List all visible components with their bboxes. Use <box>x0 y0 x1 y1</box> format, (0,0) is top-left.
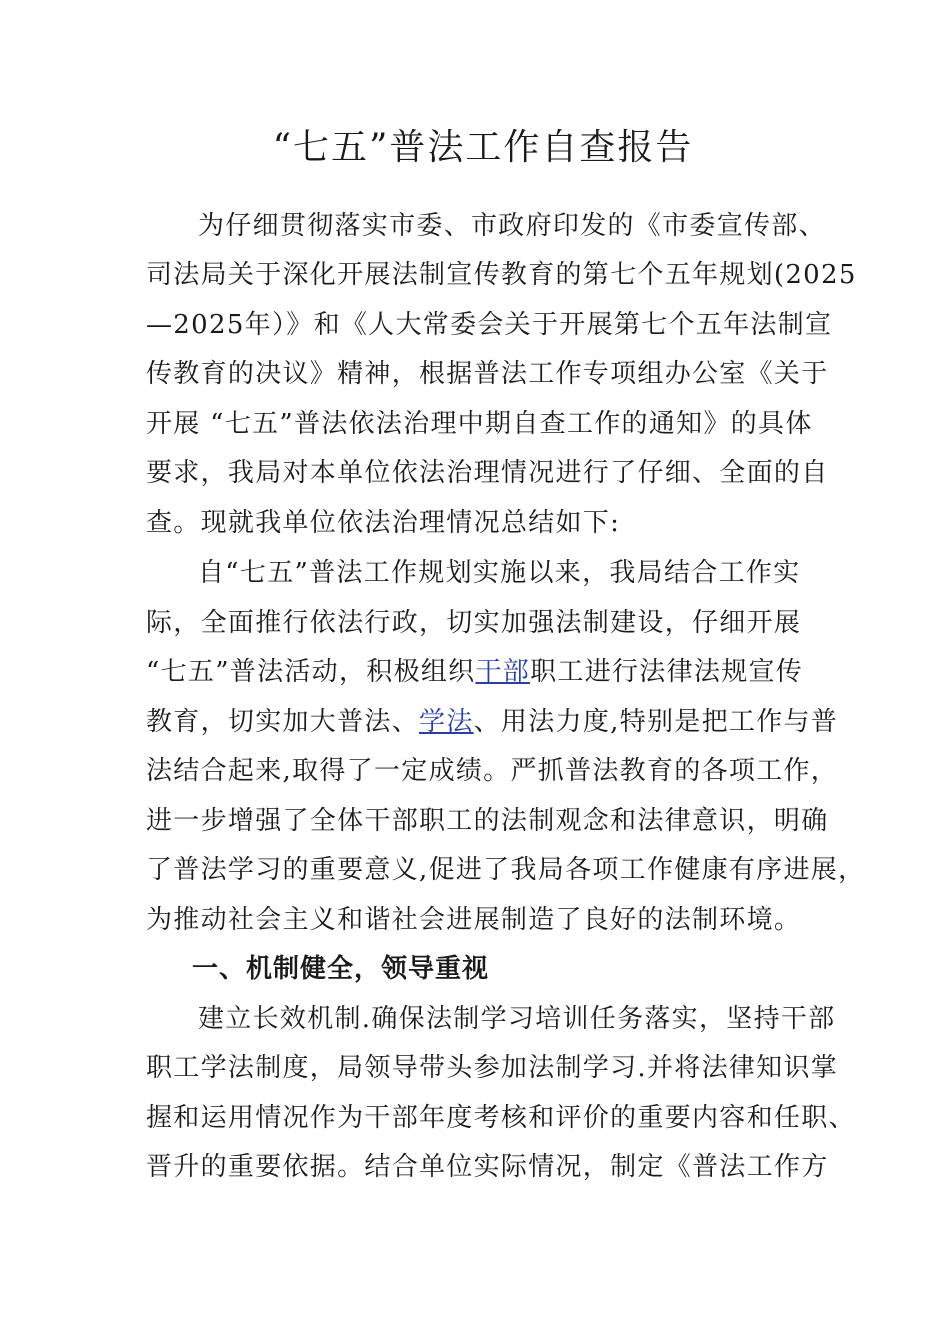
para1-line3: —2025年）》和《人大常委会关于开展第七个五年法制宣 <box>146 310 833 340</box>
para1-line5: 开展 “七五”普法依法治理中期自查工作的通知》的具体 <box>146 409 813 439</box>
para2-line7: 了普法学习的重要意义,促进了我局各项工作健康有序进展， <box>146 855 866 885</box>
para2-line3-text-b: 职工进行法律法规宣传 <box>530 657 804 687</box>
para2-line4 <box>146 704 838 740</box>
para3-line2: 职工学法制度，局领导带头参加法制学习.并将法律知识掌 <box>146 1053 839 1083</box>
para2-line2: 际，全面推行依法行政，切实加强法制建设，仔细开展 <box>146 608 802 638</box>
para1-line1: 为仔细贯彻落实市委、市政府印发的《市委宣传部、 <box>198 211 826 241</box>
section-heading-1: 一、机制健全，领导重视 <box>192 954 490 984</box>
para2-line6: 进一步增强了全体干部职工的法制观念和法律意识，明确 <box>146 806 829 836</box>
para2-line3-text-a: “七五”普法活动，积极组织 <box>146 657 476 687</box>
para3-line1: 建立长效机制.确保法制学习培训任务落实，坚持干部 <box>198 1004 836 1034</box>
para2-line3 <box>146 654 803 690</box>
para2-line4-text-b: 、用法力度,特别是把工作与普 <box>473 707 839 737</box>
para2-line5: 法结合起来,取得了一定成绩。严抓普法教育的各项工作， <box>146 756 839 786</box>
para2-line1: 自“七五”普法工作规划实施以来，我局结合工作实 <box>198 558 801 588</box>
para2-line4-text-a: 教育，切实加大普法、 <box>146 707 420 737</box>
para1-line7: 查。现就我单位依法治理情况总结如下: <box>146 508 621 538</box>
document-title: “七五”普法工作自查报告 <box>272 127 694 168</box>
para3-line4: 晋升的重要依据。结合单位实际情况，制定《普法工作方 <box>146 1152 829 1182</box>
para2-line8: 为推动社会主义和谐社会进展制造了良好的法制环境。 <box>146 905 802 935</box>
cadre-link[interactable]: 干部 <box>475 657 531 687</box>
para1-line4: 传教育的决议》精神，根据普法工作专项组办公室《关于 <box>146 359 829 389</box>
para3-line3: 握和运用情况作为干部年度考核和评价的重要内容和任职、 <box>146 1103 856 1133</box>
para1-line2: 司法局关于深化开展法制宣传教育的第七个五年规划(2025 <box>146 260 857 290</box>
study-law-link[interactable]: 学法 <box>419 707 474 737</box>
para1-line6: 要求，我局对本单位依法治理情况进行了仔细、全面的自 <box>146 458 829 488</box>
